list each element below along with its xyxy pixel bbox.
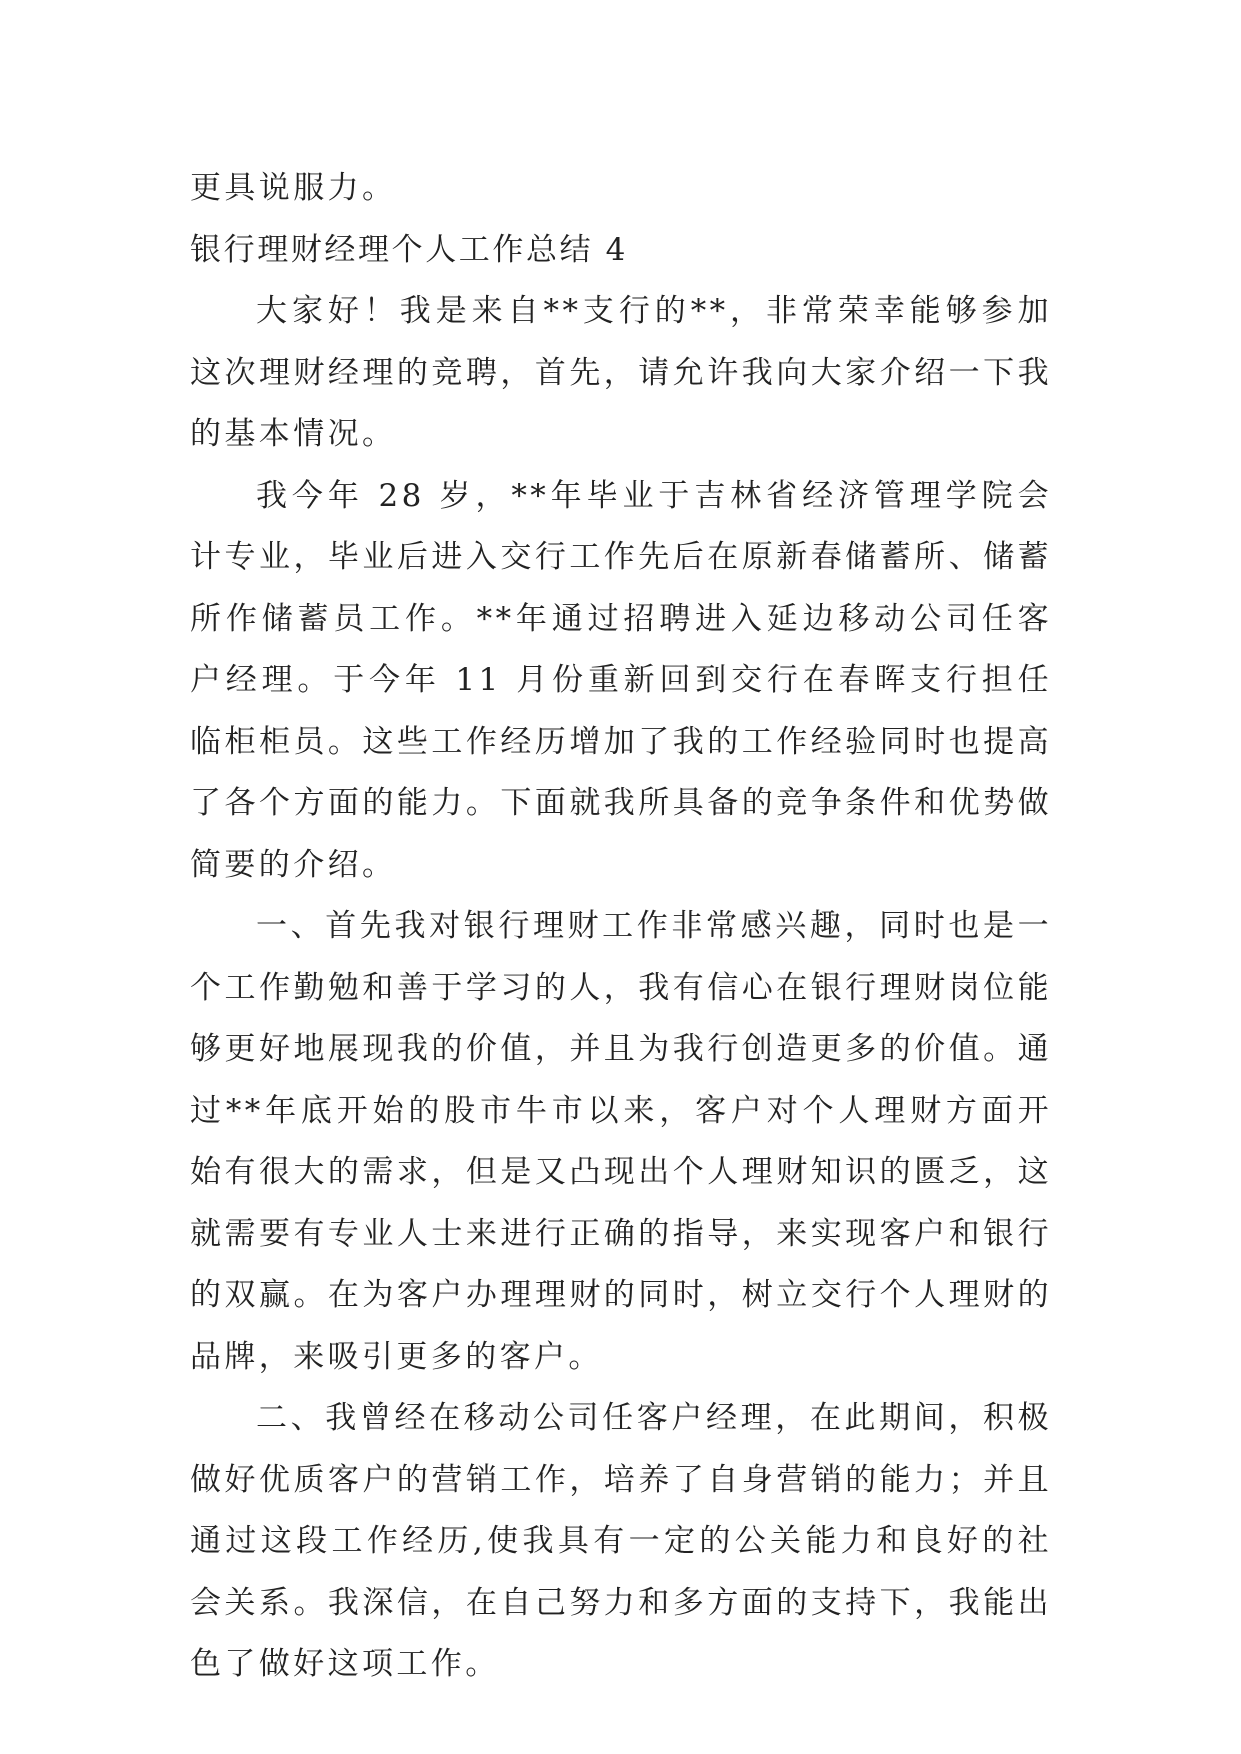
paragraph-point-one: 一、首先我对银行理财工作非常感兴趣，同时也是一个工作勤勉和善于学习的人，我有信心在银行理财岗位能够更好地展现我的价值，并且为我行创造更多的价值。通过**年底开始的股市牛市以来，客户对个人理财方面开始有很大的需求，但是又凸现出个人理财知识的匮乏，这就需要有专业人士来进行正确的指导，来实现客户和银行的双赢。在为客户办理理财的同时，树立交行个人理财的品牌，来吸引更多的客户。 bbox=[190, 908, 1052, 1375]
section-title: 银行理财经理个人工作总结 4 bbox=[190, 231, 628, 268]
continued-line: 更具说服力。 bbox=[190, 170, 397, 206]
paragraph-point-two: 二、我曾经在移动公司任客户经理，在此期间，积极做好优质客户的营销工作，培养了自身营销的能力；并且通过这段工作经历,使我具有一定的公关能力和良好的社会关系。我深信，在自己努力和多方面的支持下，我能出色了做好这项工作。 bbox=[190, 1400, 1052, 1682]
paragraph-background: 我今年 28 岁，**年毕业于吉林省经济管理学院会计专业，毕业后进入交行工作先后在原新春储蓄所、储蓄所作储蓄员工作。**年通过招聘进入延边移动公司任客户经理。于今年 11 月份重新回到交行在春晖支行担任临柜柜员。这些工作经历增加了我的工作经验同时也提高了各个方面的能力。下面就我所具备的竞争条件和优势做简要的介绍。 bbox=[190, 477, 1052, 883]
document-body bbox=[190, 158, 1052, 1696]
paragraph-greeting: 大家好！我是来自**支行的**，非常荣幸能够参加这次理财经理的竞聘，首先，请允许我向大家介绍一下我的基本情况。 bbox=[190, 293, 1052, 452]
